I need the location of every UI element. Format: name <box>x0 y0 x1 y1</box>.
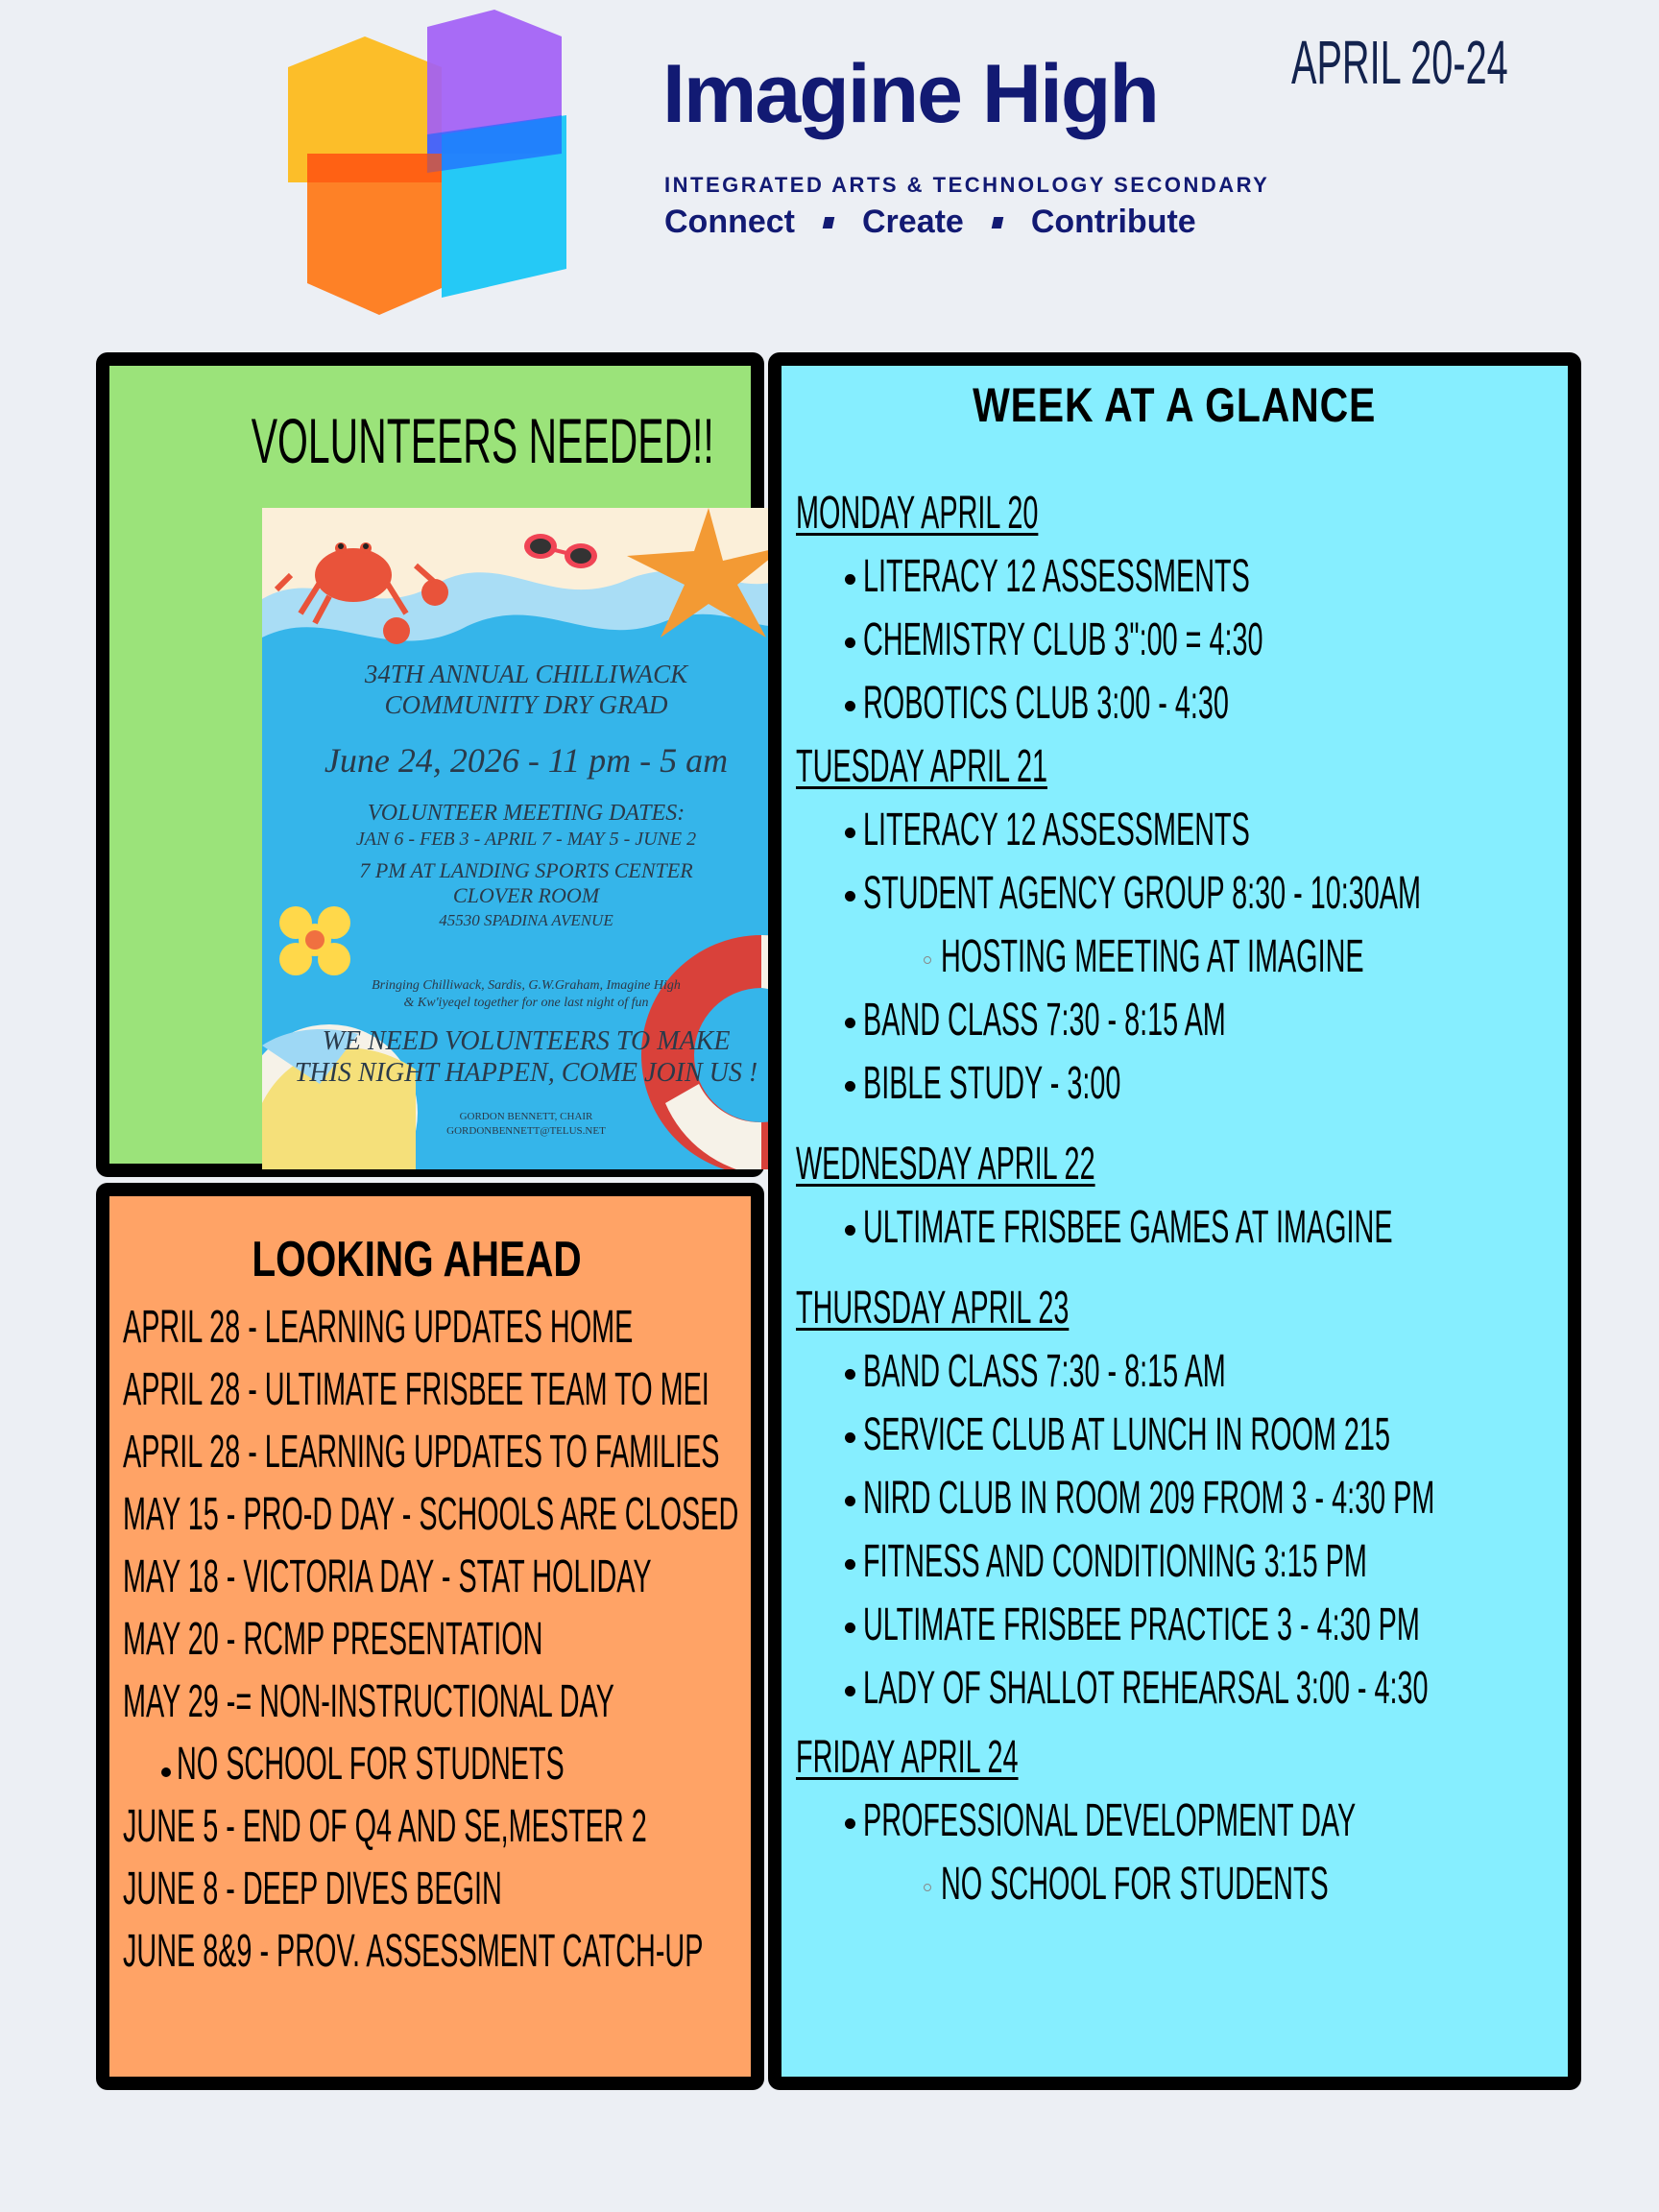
schedule-item: BIBLE STUDY - 3:00 <box>863 1058 1121 1109</box>
bullet-icon <box>845 1818 855 1829</box>
sub-bullet-icon <box>924 1884 931 1891</box>
bullet-icon <box>161 1767 171 1777</box>
bullet-icon <box>845 701 855 711</box>
poster-meeting-dates: JAN 6 - FEB 3 - APRIL 7 - MAY 5 - JUNE 2 <box>355 829 697 850</box>
schedule-item: SERVICE CLUB AT LUNCH IN ROOM 215 <box>863 1409 1390 1460</box>
tagline-create: Create <box>862 204 964 240</box>
ahead-line: MAY 15 - PRO-D DAY - SCHOOLS ARE CLOSED <box>123 1489 739 1540</box>
week-title: WEEK AT A GLANCE <box>973 378 1377 432</box>
poster-contact-email: GORDONBENNETT@TELUS.NET <box>446 1125 606 1137</box>
date-range: APRIL 20-24 <box>1291 28 1508 97</box>
dry-grad-poster <box>262 508 790 1169</box>
schedule-item: LADY OF SHALLOT REHEARSAL 3:00 - 4:30 <box>863 1663 1429 1714</box>
ahead-line: JUNE 5 - END OF Q4 AND SE,MESTER 2 <box>123 1801 647 1852</box>
tagline-connect: Connect <box>664 204 795 240</box>
looking-ahead-title: LOOKING AHEAD <box>252 1232 582 1287</box>
bullet-icon <box>845 1369 855 1380</box>
schedule-item: BAND CLASS 7:30 - 8:15 AM <box>863 995 1226 1046</box>
ahead-line: APRIL 28 - LEARNING UPDATES HOME <box>123 1302 634 1353</box>
bullet-icon <box>845 828 855 838</box>
poster-call-line1: WE NEED VOLUNTEERS TO MAKE <box>322 1026 731 1056</box>
poster-contact-name: GORDON BENNETT, CHAIR <box>459 1111 593 1122</box>
poster-event-line2: COMMUNITY DRY GRAD <box>384 690 668 719</box>
ahead-line: MAY 20 - RCMP PRESENTATION <box>123 1614 543 1665</box>
ahead-line: APRIL 28 - LEARNING UPDATES TO FAMILIES <box>123 1427 720 1478</box>
schedule-item: NIRD CLUB IN ROOM 209 FROM 3 - 4:30 PM <box>863 1473 1435 1524</box>
volunteers-title: VOLUNTEERS NEEDED!! <box>251 405 714 476</box>
day-heading-thursday: THURSDAY APRIL 23 <box>796 1283 1070 1334</box>
tagline-contribute: Contribute <box>1030 204 1196 240</box>
ahead-line: JUNE 8&9 - PROV. ASSESSMENT CATCH-UP <box>123 1926 704 1977</box>
bullet-icon <box>845 1018 855 1028</box>
ahead-line: APRIL 28 - ULTIMATE FRISBEE TEAM TO MEI <box>123 1364 709 1415</box>
schedule-item: LITERACY 12 ASSESSMENTS <box>863 805 1250 855</box>
poster-location-line1: 7 PM AT LANDING SPORTS CENTER <box>359 858 693 882</box>
bullet-icon <box>845 1225 855 1236</box>
poster-call-line2: THIS NIGHT HAPPEN, COME JOIN US ! <box>294 1058 758 1088</box>
bullet-icon <box>845 1623 855 1633</box>
day-heading-friday: FRIDAY APRIL 24 <box>796 1732 1019 1783</box>
ahead-line: MAY 29 -= NON-INSTRUCTIONAL DAY <box>123 1676 614 1727</box>
schedule-item: ULTIMATE FRISBEE GAMES AT IMAGINE <box>863 1202 1393 1253</box>
poster-community-line2: & Kw'iyeqel together for one last night of fun <box>403 996 649 1010</box>
ahead-line: MAY 18 - VICTORIA DAY - STAT HOLIDAY <box>123 1551 652 1602</box>
bullet-icon <box>845 1496 855 1506</box>
tagline-separator <box>992 217 1004 228</box>
bullet-icon <box>845 1432 855 1443</box>
schedule-item: LITERACY 12 ASSESSMENTS <box>863 551 1250 602</box>
day-heading-tuesday: TUESDAY APRIL 21 <box>796 741 1047 792</box>
schedule-item: BAND CLASS 7:30 - 8:15 AM <box>863 1346 1226 1397</box>
schedule-item: PROFESSIONAL DEVELOPMENT DAY <box>863 1795 1357 1846</box>
poster-date-time: June 24, 2026 - 11 pm - 5 am <box>324 741 729 780</box>
poster-event-line1: 34TH ANNUAL CHILLIWACK <box>364 660 688 688</box>
week-at-a-glance-panel <box>768 352 1581 2090</box>
ahead-line: JUNE 8 - DEEP DIVES BEGIN <box>123 1863 502 1914</box>
poster-address: 45530 SPADINA AVENUE <box>439 911 613 929</box>
schedule-item: FITNESS AND CONDITIONING 3:15 PM <box>863 1536 1367 1587</box>
brand-subtitle: INTEGRATED ARTS & TECHNOLOGY SECONDARY <box>664 173 1270 197</box>
poster-location-line2: CLOVER ROOM <box>452 883 600 907</box>
looking-ahead-panel <box>96 1183 764 2090</box>
poster-meeting-heading: VOLUNTEER MEETING DATES: <box>367 801 685 826</box>
bullet-icon <box>845 1081 855 1092</box>
ahead-subline: NO SCHOOL FOR STUDNETS <box>177 1739 565 1790</box>
schedule-subitem: NO SCHOOL FOR STUDENTS <box>941 1859 1329 1910</box>
schedule-item: CHEMISTRY CLUB 3":00 = 4:30 <box>863 614 1263 665</box>
sub-bullet-icon <box>924 956 931 964</box>
bullet-icon <box>845 1686 855 1696</box>
volunteers-panel <box>96 352 764 1177</box>
brand-title: Imagine High <box>662 48 1158 140</box>
imagine-high-logo-icon <box>288 10 566 315</box>
day-heading-wednesday: WEDNESDAY APRIL 22 <box>796 1139 1095 1190</box>
tagline-separator <box>823 217 835 228</box>
poster-community-line1: Bringing Chilliwack, Sardis, G.W.Graham, Imagine High <box>372 978 681 993</box>
bullet-icon <box>845 1559 855 1570</box>
schedule-item: STUDENT AGENCY GROUP 8:30 - 10:30AM <box>863 868 1422 919</box>
bullet-icon <box>845 637 855 648</box>
bullet-icon <box>845 574 855 585</box>
schedule-subitem: HOSTING MEETING AT IMAGINE <box>941 931 1364 982</box>
day-heading-monday: MONDAY APRIL 20 <box>796 488 1039 539</box>
schedule-item: ULTIMATE FRISBEE PRACTICE 3 - 4:30 PM <box>863 1599 1420 1650</box>
schedule-item: ROBOTICS CLUB 3:00 - 4:30 <box>863 678 1229 729</box>
brand-tagline <box>664 204 1196 241</box>
bullet-icon <box>845 891 855 902</box>
